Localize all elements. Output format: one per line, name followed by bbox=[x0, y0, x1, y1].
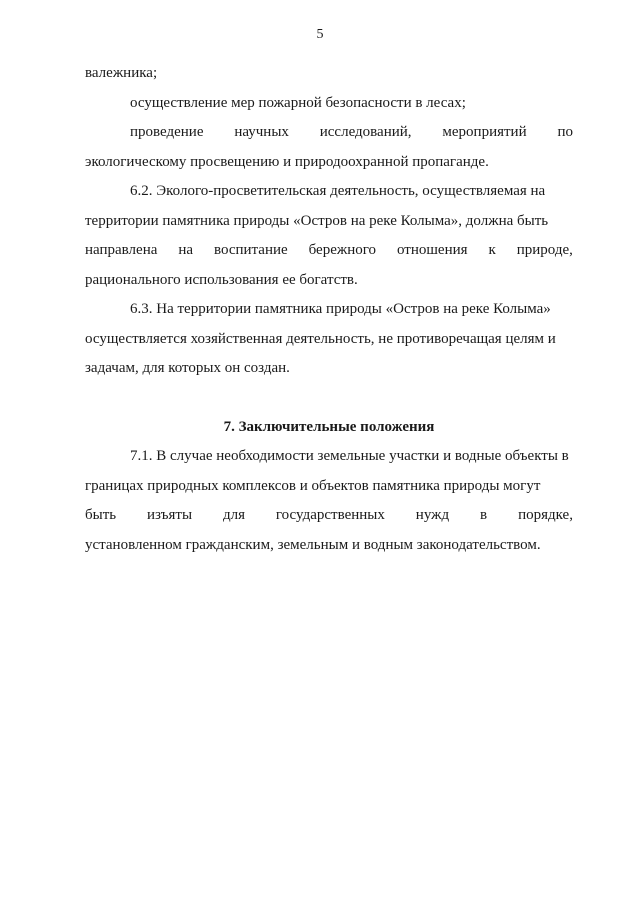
text-line: экологическому просвещению и природоохранной пропаганде. bbox=[85, 153, 489, 170]
page-number: 5 bbox=[316, 27, 324, 42]
word: мероприятий bbox=[442, 124, 527, 140]
word: к bbox=[488, 242, 496, 258]
text-line: установленном гражданским, земельным и водным законодательством. bbox=[85, 536, 541, 553]
word: порядке, bbox=[518, 507, 573, 523]
word: в bbox=[480, 507, 488, 523]
justified-line bbox=[85, 118, 573, 148]
word: воспитание bbox=[213, 242, 288, 258]
text-line: задачам, для которых он создан. bbox=[85, 360, 290, 376]
text-line: территории памятника природы «Остров на реке Колыма», должна быть bbox=[85, 212, 549, 229]
word: для bbox=[222, 507, 245, 523]
text-line: рационального использования ее богатств. bbox=[85, 271, 358, 288]
word: по bbox=[557, 124, 573, 140]
word: быть bbox=[85, 507, 117, 523]
paragraph-7-1-line: 7.1. В случае необходимости земельные участки и водные объекты в bbox=[130, 448, 569, 464]
section-heading: 7. Заключительные положения bbox=[223, 418, 435, 435]
paragraph-6-3-line: 6.3. На территории памятника природы «Остров на реке Колыма» bbox=[130, 301, 551, 317]
justified-line bbox=[85, 236, 573, 266]
word: научных bbox=[234, 124, 289, 140]
paragraph-6-2-line: 6.2. Эколого-просветительская деятельность, осуществляемая на bbox=[130, 183, 546, 199]
word: природе, bbox=[516, 242, 573, 258]
text-line: осуществляется хозяйственная деятельность, не противоречащая целям и bbox=[85, 330, 556, 347]
text-line: осуществление мер пожарной безопасности в лесах; bbox=[130, 94, 466, 111]
word: бережного bbox=[308, 242, 377, 258]
word: исследований, bbox=[319, 124, 412, 140]
word: направлена bbox=[85, 242, 158, 258]
document-body bbox=[85, 59, 573, 560]
text-line: границах природных комплексов и объектов памятника природы могут bbox=[85, 477, 541, 494]
word: государственных bbox=[275, 507, 385, 523]
justified-line bbox=[85, 501, 573, 531]
word: отношения bbox=[397, 242, 468, 258]
word: проведение bbox=[130, 124, 204, 140]
word: изъяты bbox=[147, 507, 193, 523]
text-line: валежника; bbox=[85, 65, 158, 81]
word: на bbox=[178, 242, 194, 258]
word: нужд bbox=[415, 507, 450, 523]
